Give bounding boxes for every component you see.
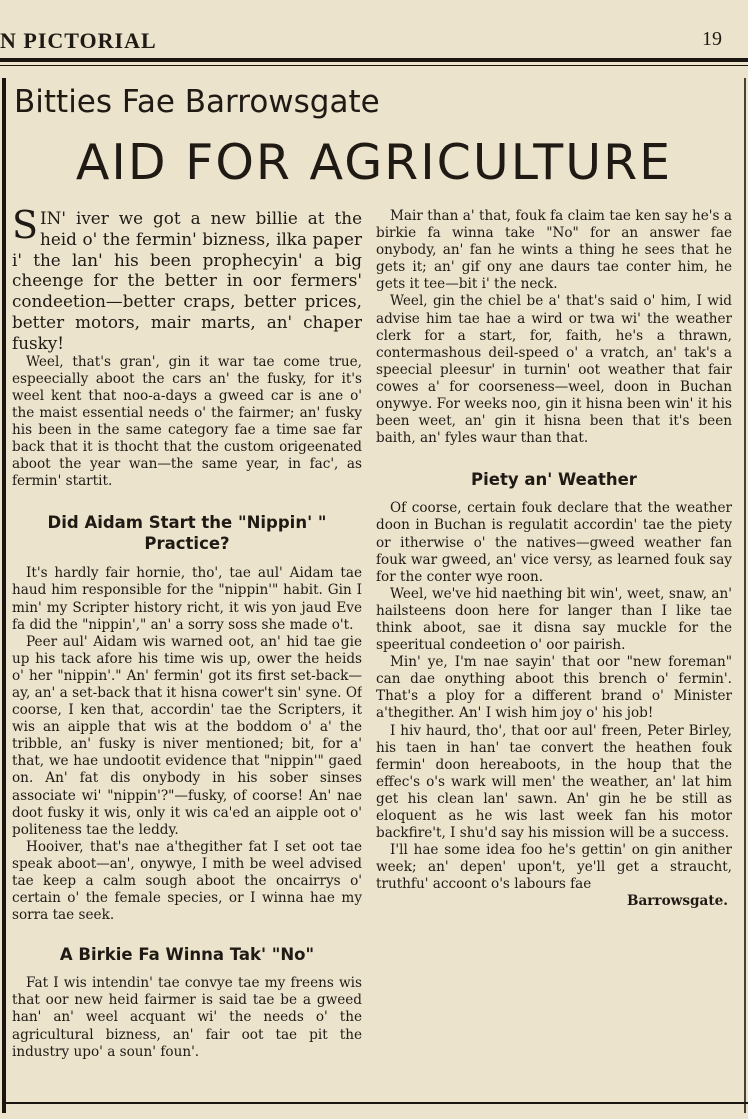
masthead: N PICTORIAL [0, 28, 157, 53]
paragraph: Weel, we've hid naething bit win', weet, snaw, an' hailsteens doon here for langer than I like tae think aboot, sae it disna say muckle for the speeritual condeetion o' oor pairish. [376, 585, 732, 654]
subheading-birkie: A Birkie Fa Winna Tak' "No" [59, 945, 315, 965]
subheading-piety: Piety an' Weather [471, 470, 637, 490]
lead-paragraph: SIN' iver we got a new billie at the heid o' the fermin' bizness, ilka paper i' the lan' his been prophecyin' a big cheenge for the better in oor fermers' condeetion—better craps, better prices, better motors, mair marts, an' chaper fusky! [12, 208, 362, 353]
paragraph: Weel, gin the chiel be a' that's said o' him, I wid advise him tae hae a wird or twa wi' the weather clerk for a start, for, faith, he's a thrawn, contermashous deil-speed o' a vratch, an' tak's a speecial pleesur' in turnin' oot weather that fair cowes a' for coorseness—weel, doon in Buchan onywye. For weeks noo, gin it hisna been win' it his been weet, an' gin it hisna been that it's been baith, an' fyles waur than that. [376, 293, 732, 447]
author-signature: Barrowsgate. [626, 893, 728, 910]
header-rule-thin [0, 65, 748, 66]
column-right [376, 208, 732, 1100]
header-rule-thick [0, 58, 748, 62]
paragraph: It's hardly fair hornie, tho', tae aul' Aidam tae haud him responsible for the "nippin'" habit. Gin I min' my Scripter history richt, it wis yon jaud Eve fa did the "nippin'," an' a sorry soss she made o't. [12, 565, 362, 633]
paragraph: Peer aul' Aidam wis warned oot, an' hid tae gie up his tack afore his time wis up, ower the heids o' her "nippin'." An' fermin' got its first set-back—ay, an' a set-back that it hisna cower't sin' syne. Of coorse, I ken that, accordin' tae the Scripters, it wis an aipple that wis at the boddom o' a' the tribble, an' fusky is niver mentioned; bit, for a' that, we hae undootit evidence that "nippin'" gaed on. An' fat dis onybody in his sober sinses associate wi' "nippin'?"—fusky, of coorse! An' nae doot fusky it wis, only it wis ca'ed an aipple oot o' politeness tae the leddy. [12, 633, 362, 838]
page-number: 19 [702, 28, 722, 50]
paragraph: Min' ye, I'm nae sayin' that oor "new foreman" can dae onything aboot this brench o' fermin'. That's a ploy for a different brand o' Minister a'thegither. An' I wish him joy o' his job! [376, 654, 732, 722]
column-left [12, 208, 362, 1098]
paragraph: Fat I wis intendin' tae convye tae my freens wis that oor new heid fairmer is said tae be a gweed han' an' weel acquant wi' the needs o' the agricultural bizness, an' fair oot tae pit the industry upo' a soun' foun'. [12, 975, 362, 1060]
paragraph: Of coorse, certain fouk declare that the weather doon in Buchan is regulatit accordin' tae the piety or itherwise o' the natives—gweed weather fan fouk war gweed, an' vice versy, as learned fouk say for the conter wye roon. [376, 500, 732, 585]
page-header [0, 0, 748, 62]
paragraph: I'll hae some idea foo he's gettin' on gin anither week; an' depen' upon't, ye'll get a straucht, truthfu' accoont o's labours fae [376, 842, 732, 893]
paragraph: Mair than a' that, fouk fa claim tae ken say he's a birkie fa winna take "No" for an answer fae onybody, an' fan he wints a thing he sees that he gets it; an' gif ony ane daurs tae conter him, he gets it tee—bit i' the neck. [376, 208, 732, 293]
paragraph: I hiv haurd, tho', that oor aul' freen, Peter Birley, his taen in han' tae convert the heathen fouk fermin' doon hereaboots, in the houp that the effec's o's wark will men' the weather, an' lat him get his clean lan' sawn. An' gin he be still as eloquent as he wis last week fan his motor backfire't, I shu'd say his mission will be a success. [376, 722, 732, 842]
article-kicker: Bitties Fae Barrowsgate [14, 84, 380, 120]
subheading-nippin: Did Aidam Start the "Nippin' " Practice? [47, 513, 327, 554]
right-border [744, 78, 746, 1113]
bottom-rule [6, 1102, 748, 1104]
article-headline: AID FOR AGRICULTURE [75, 134, 673, 191]
paragraph: Weel, that's gran', gin it war tae come true, espeecially aboot the cars an' the fusky, for it's weel kent that noo-a-days a gweed car is ane o' the maist essential needs o' the fairmer; an' fusky his been in the same category fae a time sae far back that it is thocht that the custom origeenated aboot the year wan—the same year, in fac', as fermin' startit. [12, 353, 362, 490]
left-border [2, 78, 6, 1113]
paragraph: Hooiver, that's nae a'thegither fat I set oot tae speak aboot—an', onywye, I mith be weel advised tae keep a calm sough aboot the oncairrys o' certain o' the female species, or I winna hae my sorra tae seek. [12, 838, 362, 924]
